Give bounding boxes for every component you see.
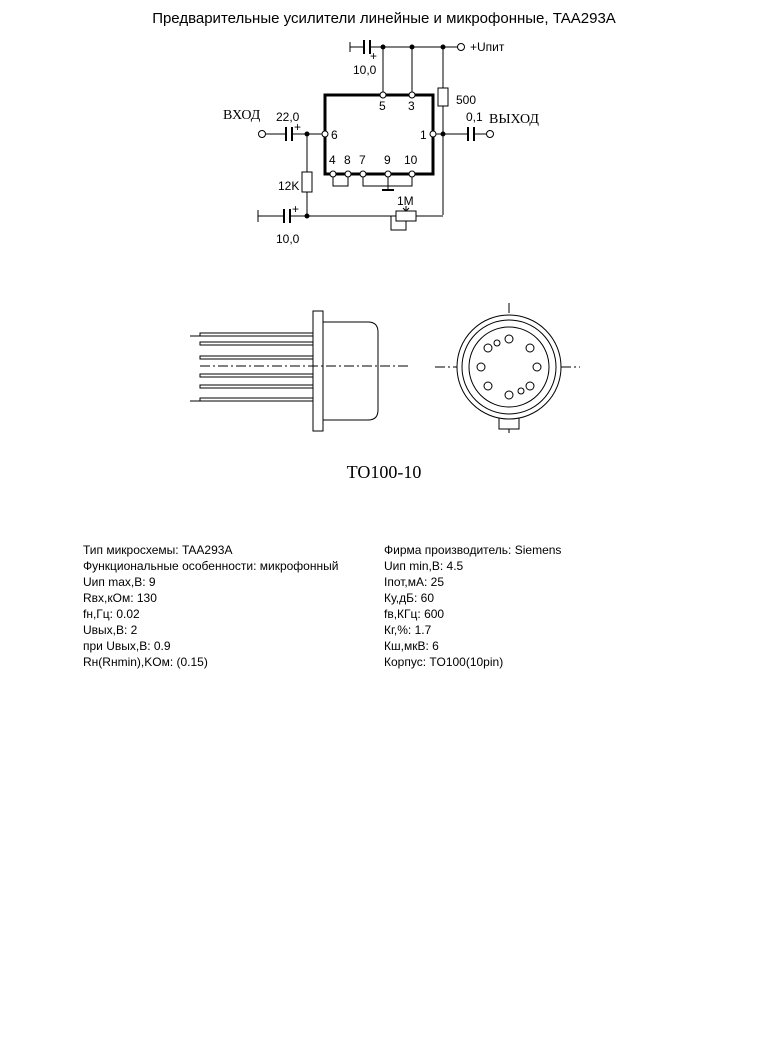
svg-text:22,0: 22,0 [276, 110, 300, 124]
page-title: Предварительные усилители линейные и микрофонные, TAA293A [152, 10, 616, 27]
spec-distortion: Кг,%: 1.7 [384, 623, 432, 637]
svg-text:ВЫХОД: ВЫХОД [489, 112, 539, 127]
spec-input-resistance: Rвх,кОм: 130 [83, 591, 157, 605]
svg-text:6: 6 [331, 128, 338, 142]
package-drawing [0, 0, 768, 460]
svg-text:+: + [370, 49, 378, 63]
svg-text:0,1: 0,1 [466, 110, 483, 124]
package-top-view [435, 303, 580, 433]
spec-low-frequency: fн,Гц: 0.02 [83, 607, 140, 621]
svg-text:5: 5 [379, 99, 386, 113]
spec-function: Функциональные особенности: микрофонный [83, 559, 339, 573]
svg-text:10: 10 [404, 153, 418, 167]
svg-text:500: 500 [456, 93, 477, 107]
svg-text:4: 4 [329, 153, 336, 167]
svg-text:12K: 12K [278, 179, 300, 193]
spec-load-resistance: Rн(Rнmin),KOм: (0.15) [83, 655, 208, 669]
spec-manufacturer: Фирма производитель: Siemens [384, 543, 562, 557]
svg-text:ВХОД: ВХОД [223, 108, 261, 123]
specs-right-column [384, 542, 561, 670]
svg-text:+: + [294, 120, 302, 134]
spec-gain: Ку,дБ: 60 [384, 591, 435, 605]
specs-left-column [83, 542, 338, 670]
svg-text:7: 7 [359, 153, 366, 167]
spec-supply-max: Uип max,B: 9 [83, 575, 156, 589]
svg-text:10,0: 10,0 [353, 63, 377, 77]
spec-current: Iпот,мА: 25 [384, 575, 445, 589]
package-leads [190, 333, 313, 401]
svg-text:1: 1 [420, 128, 427, 142]
svg-text:1M: 1M [397, 194, 414, 208]
svg-text:9: 9 [384, 153, 391, 167]
spec-package: Корпус: TO100(10pin) [384, 655, 504, 669]
svg-text:3: 3 [408, 99, 415, 113]
spec-high-frequency: fв,КГц: 600 [384, 607, 445, 621]
svg-text:+Uпит: +Uпит [470, 40, 505, 54]
svg-text:10,0: 10,0 [276, 232, 300, 246]
spec-at-output-voltage: при Uвых,В: 0.9 [83, 639, 171, 653]
spec-supply-min: Uип min,B: 4.5 [384, 559, 464, 573]
svg-text:+: + [292, 202, 300, 216]
spec-chip-type: Тип микросхемы: TAA293A [83, 543, 233, 557]
svg-text:8: 8 [344, 153, 351, 167]
package-side-view [190, 311, 410, 431]
package-label: TO100-10 [346, 462, 422, 482]
spec-noise: Кш,мкВ: 6 [384, 639, 439, 653]
spec-output-voltage: Uвых,В: 2 [83, 623, 138, 637]
